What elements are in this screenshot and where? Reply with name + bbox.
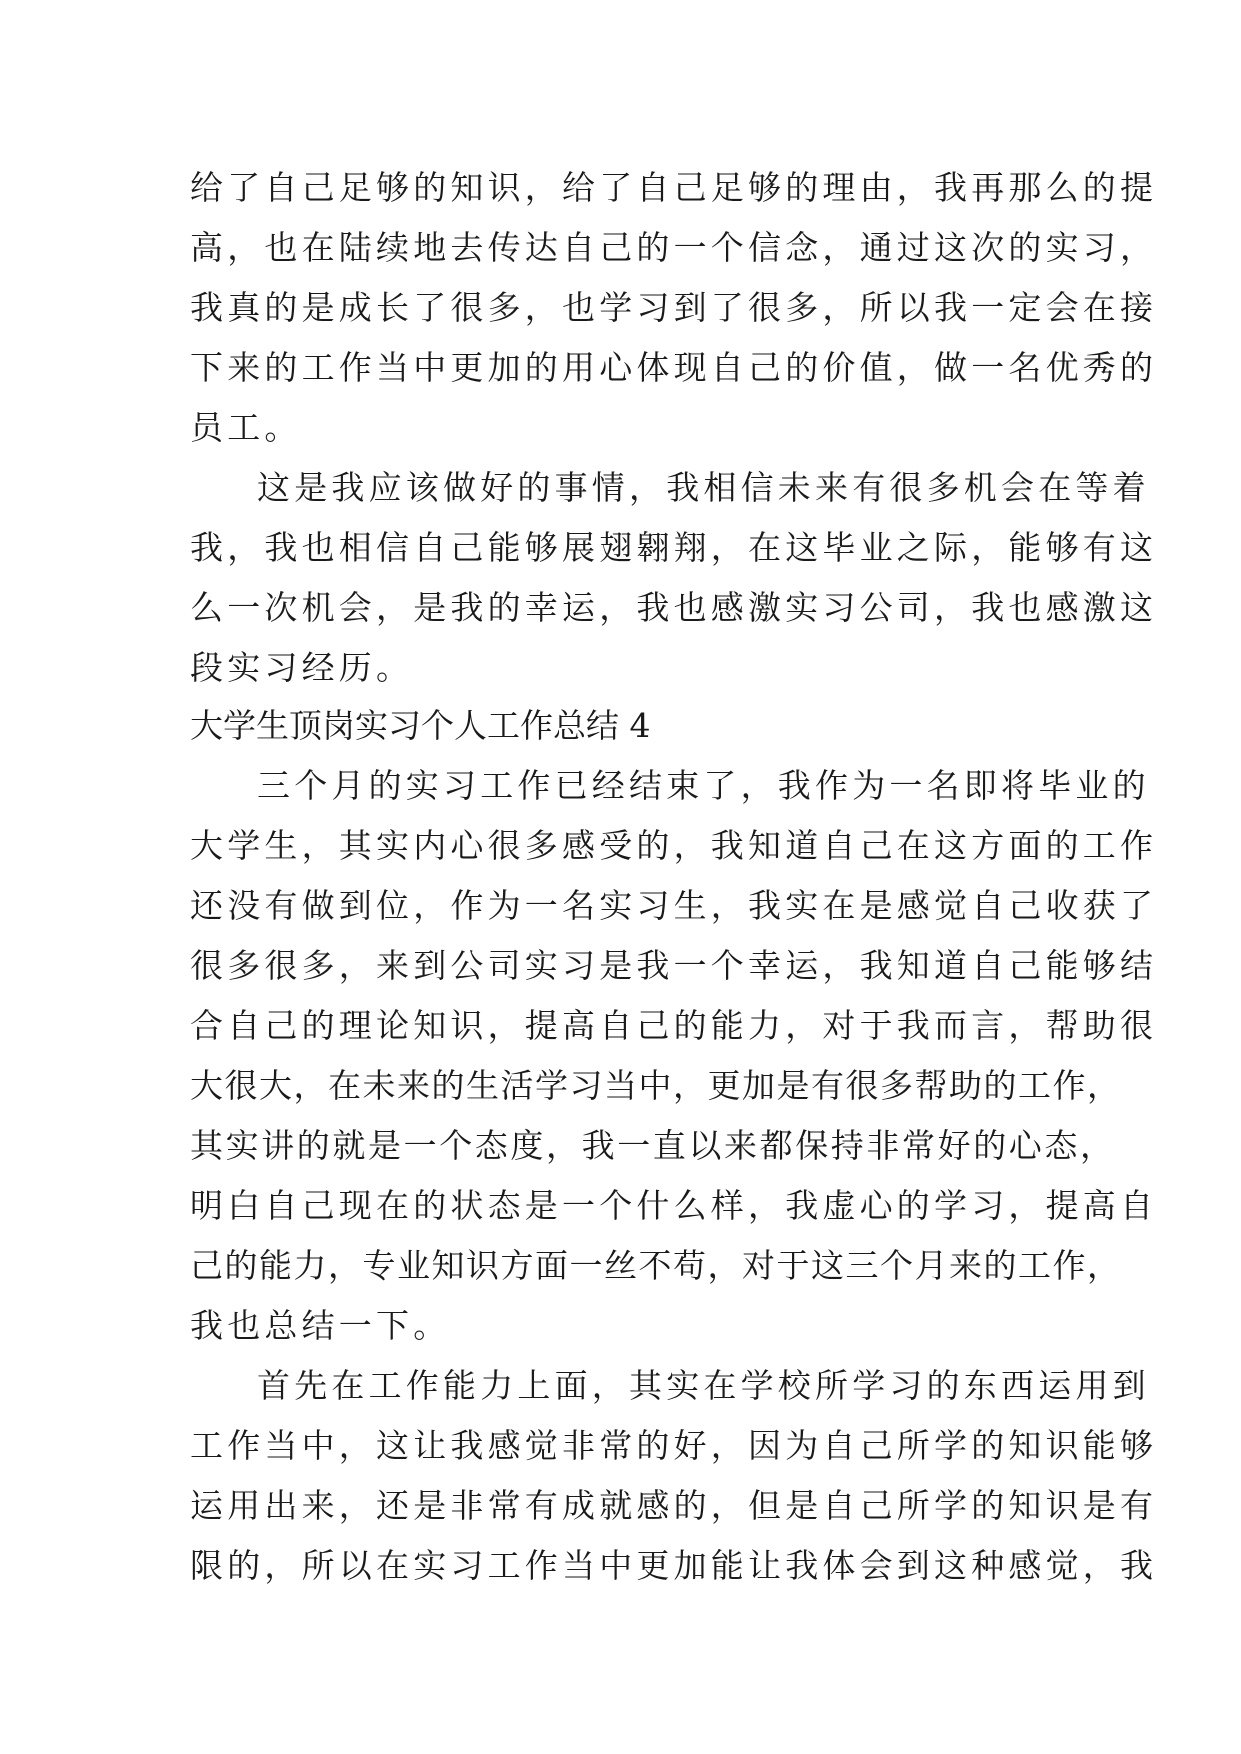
- body-text-line: 我真的是成长了很多，也学习到了很多，所以我一定会在接: [190, 288, 1158, 327]
- body-text-line: 大很大，在未来的生活学习当中，更加是有很多帮助的工作，: [190, 1066, 1122, 1105]
- body-text-line: 工作当中，这让我感觉非常的好，因为自己所学的知识能够: [190, 1426, 1158, 1465]
- paragraph-first-line: 这是我应该做好的事情，我相信未来有很多机会在等着: [257, 468, 1150, 507]
- body-text-line: 明白自己现在的状态是一个什么样，我虚心的学习，提高自: [190, 1186, 1158, 1225]
- body-text-line: 限的，所以在实习工作当中更加能让我体会到这种感觉，我: [190, 1546, 1158, 1585]
- body-text-line: 给了自己足够的知识，给了自己足够的理由，我再那么的提: [190, 168, 1158, 207]
- body-text-line: 合自己的理论知识，提高自己的能力，对于我而言，帮助很: [190, 1006, 1158, 1045]
- paragraph-first-line: 首先在工作能力上面，其实在学校所学习的东西运用到: [257, 1366, 1150, 1405]
- body-text-line: 段实习经历。: [190, 648, 414, 687]
- body-text-line: 很多很多，来到公司实习是我一个幸运，我知道自己能够结: [190, 946, 1158, 985]
- body-text-line: 还没有做到位，作为一名实习生，我实在是感觉自己收获了: [190, 886, 1158, 925]
- body-text-line: 我也总结一下。: [190, 1306, 451, 1345]
- body-text-line: 其实讲的就是一个态度，我一直以来都保持非常好的心态，: [190, 1126, 1116, 1165]
- paragraph-first-line: 三个月的实习工作已经结束了，我作为一名即将毕业的: [257, 766, 1150, 805]
- body-text-line: 员工。: [190, 408, 302, 447]
- body-text-line: 运用出来，还是非常有成就感的，但是自己所学的知识是有: [190, 1486, 1158, 1525]
- body-text-line: 下来的工作当中更加的用心体现自己的价值，做一名优秀的: [190, 348, 1158, 387]
- body-text-line: 么一次机会，是我的幸运，我也感激实习公司，我也感激这: [190, 588, 1158, 627]
- body-text-line: 高，也在陆续地去传达自己的一个信念，通过这次的实习，: [190, 228, 1158, 267]
- section-heading: 大学生顶岗实习个人工作总结 4: [190, 706, 651, 745]
- body-text-line: 大学生，其实内心很多感受的，我知道自己在这方面的工作: [190, 826, 1158, 865]
- body-text-line: 己的能力，专业知识方面一丝不苟，对于这三个月来的工作，: [190, 1246, 1122, 1285]
- body-text-line: 我，我也相信自己能够展翅翱翔，在这毕业之际，能够有这: [190, 528, 1158, 567]
